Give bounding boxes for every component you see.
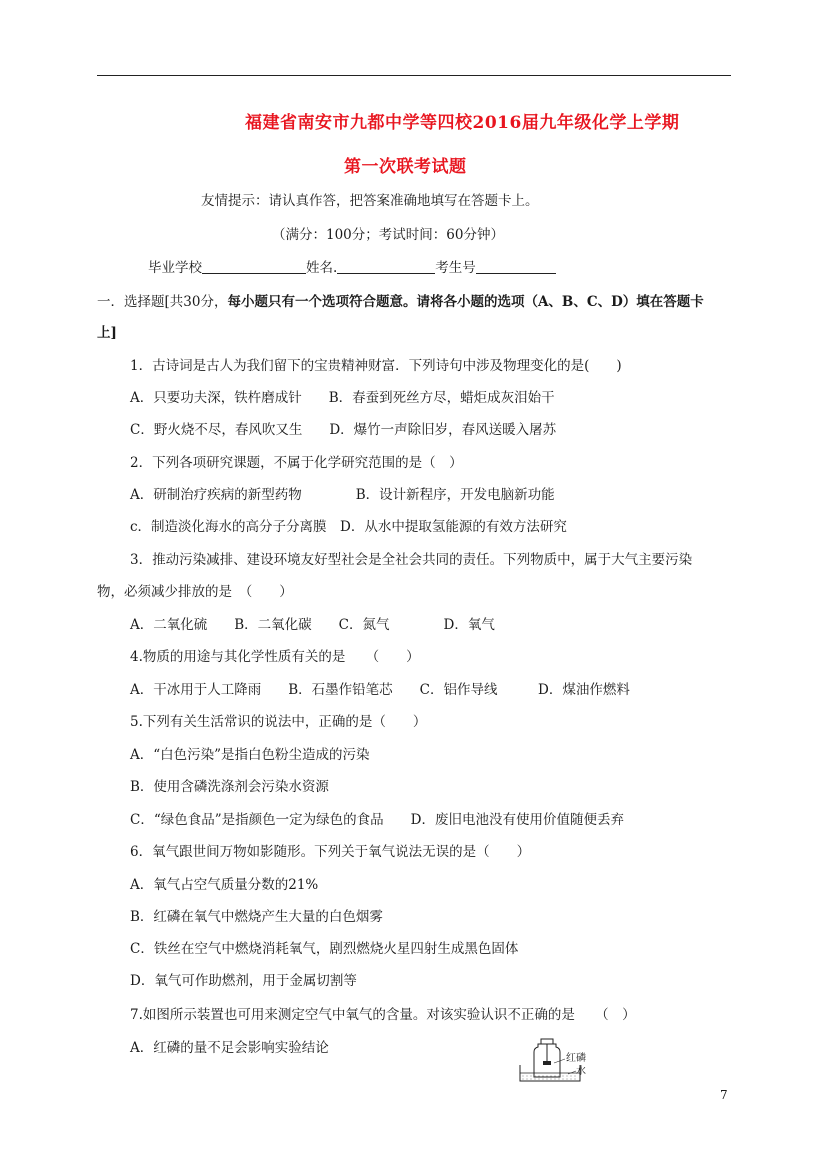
question-5-option-b: B．使用含磷洗涤剂会污染水资源 bbox=[130, 779, 329, 795]
section1-heading-part1: 一．选择题[共30分， bbox=[97, 294, 228, 310]
question-4-stem: 4.物质的用途与其化学性质有关的是 （ ） bbox=[130, 649, 420, 665]
section1-heading-cont: 上] bbox=[97, 325, 117, 341]
exam-number-blank[interactable] bbox=[476, 259, 556, 274]
friendly-tip: 友情提示：请认真作答，把答案准确地填写在答题卡上。 bbox=[201, 193, 539, 209]
question-3-stem-cont: 物，必须减少排放的是 （ ） bbox=[97, 584, 293, 600]
name-blank[interactable] bbox=[337, 259, 435, 274]
exam-title-line2: 第一次联考试题 bbox=[344, 157, 467, 177]
question-5-stem: 5.下列有关生活常识的说法中，正确的是（ ） bbox=[130, 714, 427, 730]
question-2-options-cd: c．制造淡化海水的高分子分离膜 D．从水中提取氢能源的有效方法研究 bbox=[130, 519, 567, 535]
apparatus-figure bbox=[510, 1038, 605, 1083]
question-1-stem: 1．古诗词是古人为我们留下的宝贵精神财富．下列诗句中涉及物理变化的是( ) bbox=[130, 358, 622, 374]
exam-number-label: 考生号 bbox=[435, 260, 476, 276]
question-1-options-ab: A．只要功夫深，铁杵磨成针 B．春蚕到死丝方尽，蜡炬成灰泪始干 bbox=[130, 390, 555, 406]
section1-heading-part2: 每小题只有一个选项符合题意。请将各小题的选项（A、B、C、D）填在答题卡 bbox=[227, 294, 704, 310]
question-3-stem: 3．推动污染减排、建设环境友好型社会是全社会共同的责任。下列物质中，属于大气主要污染 bbox=[130, 552, 693, 568]
question-6-stem: 6．氧气跟世间万物如影随形。下列关于氧气说法无误的是（ ） bbox=[130, 844, 531, 860]
question-7-stem: 7.如图所示装置也可用来测定空气中氧气的含量。对该实验认识不正确的是 （ ） bbox=[130, 1007, 636, 1023]
header-rule bbox=[97, 75, 731, 76]
gas-jar-apparatus-icon bbox=[510, 1038, 605, 1083]
question-5-option-a: A．“白色污染”是指白色粉尘造成的污染 bbox=[130, 747, 370, 763]
question-6-option-b: B．红磷在氧气中燃烧产生大量的白色烟雾 bbox=[130, 909, 383, 925]
question-4-options: A．干冰用于人工降雨 B．石墨作铅笔芯 C．铝作导线 D．煤油作燃料 bbox=[130, 682, 630, 698]
school-label: 毕业学校 bbox=[148, 260, 202, 276]
question-6-option-d: D．氧气可作助燃剂，用于金属切割等 bbox=[130, 973, 357, 989]
question-6-option-a: A．氧气占空气质量分数的21% bbox=[130, 877, 319, 893]
student-info-row bbox=[148, 259, 556, 277]
question-2-options-ab: A．研制治疗疾病的新型药物 B．设计新程序，开发电脑新功能 bbox=[130, 487, 555, 503]
name-label: 姓名. bbox=[306, 260, 338, 276]
question-6-option-c: C．铁丝在空气中燃烧消耗氧气，剧烈燃烧火星四射生成黑色固体 bbox=[130, 941, 519, 957]
label-water: 水 bbox=[576, 1066, 586, 1077]
page-number: 7 bbox=[720, 1088, 728, 1102]
question-1-options-cd: C．野火烧不尽，春风吹又生 D．爆竹一声除旧岁，春风送暖入屠苏 bbox=[130, 422, 557, 438]
score-time-note: （满分：100分；考试时间：60分钟） bbox=[272, 227, 504, 243]
exam-title-line1: 福建省南安市九都中学等四校2016届九年级化学上学期 bbox=[245, 113, 680, 133]
question-3-options: A．二氧化硫 B．二氧化碳 C．氮气 D．氧气 bbox=[130, 617, 495, 633]
question-5-options-cd: C．“绿色食品”是指颜色一定为绿色的食品 D．废旧电池没有使用价值随便丢弃 bbox=[130, 812, 624, 828]
school-blank[interactable] bbox=[202, 259, 306, 274]
question-2-stem: 2．下列各项研究课题，不属于化学研究范围的是（ ） bbox=[130, 455, 463, 471]
section1-heading bbox=[97, 293, 704, 311]
question-7-option-a: A．红磷的量不足会影响实验结论 bbox=[130, 1040, 329, 1056]
label-red-phosphorus: 红磷 bbox=[566, 1053, 586, 1064]
